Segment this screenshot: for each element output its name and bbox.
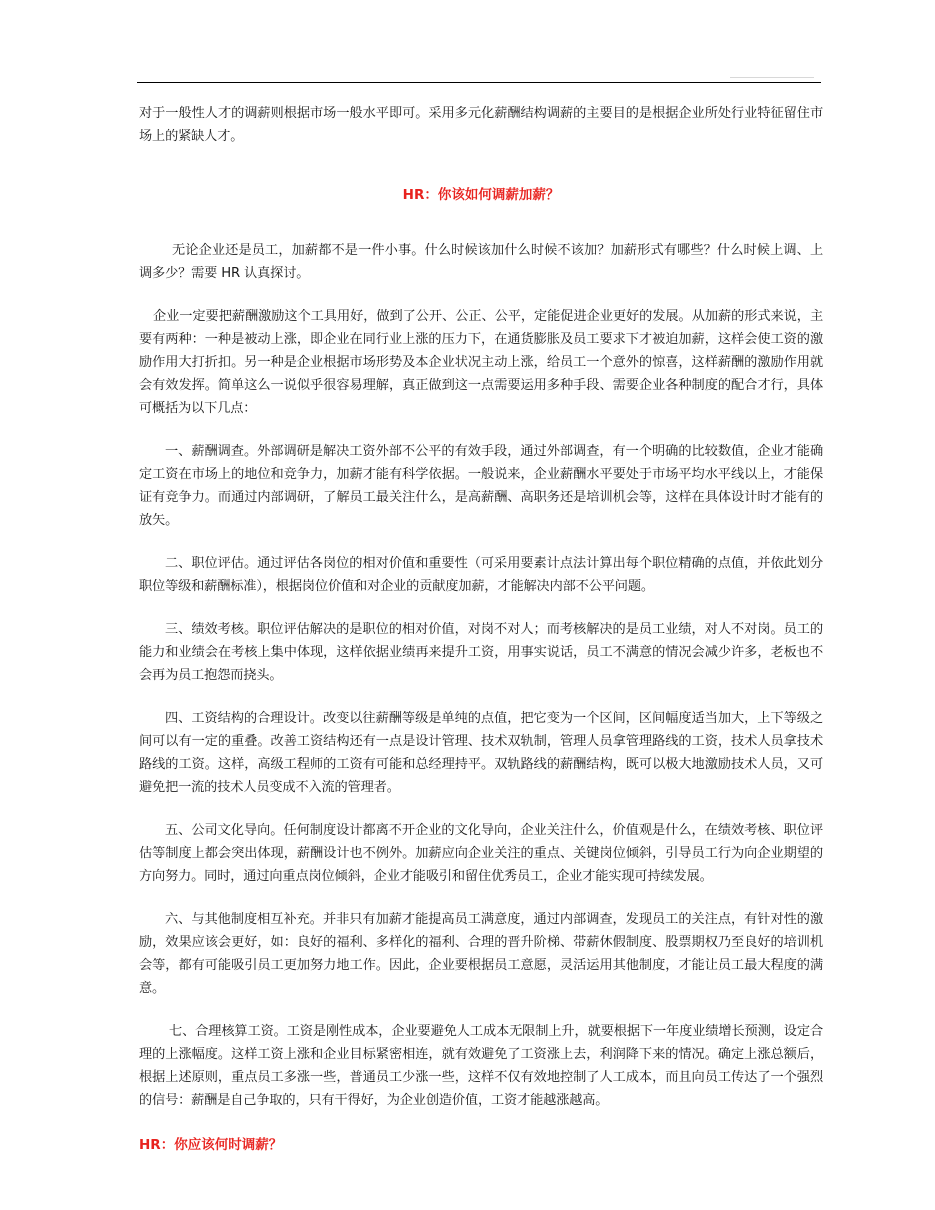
paragraph-culture: 五、公司文化导向。任何制度设计都离不开企业的文化导向，企业关注什么，价值观是什么，在绩效考核、职位评估等制度上都会突出体现，薪酬设计也不例外。加薪应向企业关注的重点、关键岗位倾斜，引导员工行为向企业期望的方向努力。同时，通过向重点岗位倾斜，企业才能吸引和留住优秀员工，企业才能实现可持续发展。 [139,823,823,884]
paragraph-2: 企业一定要把薪酬激励这个工具用好，做到了公开、公正、公平，定能促进企业更好的发展。从加薪的形式来说，主要有两种：一种是被动上涨，即企业在同行业上涨的压力下，在通货膨胀及员工要求下才被迫加薪，这样会使工资的激励作用大打折扣。另一种是企业根据市场形势及本企业状况主动上涨，给员工一个意外的惊喜，这样薪酬的激励作用就会有效发挥。简单这么一说似乎很容易理解，真正做到这一点需要运用多种手段、需要企业各种制度的配合才行，具体可概括为以下几点： [139,309,823,416]
paragraph-job-evaluation: 二、职位评估。通过评估各岗位的相对价值和重要性（可采用要素计点法计算出每个职位精确的点值，并依此划分职位等级和薪酬标准），根据岗位价值和对企业的贡献度加薪，才能解决内部不公平问题。 [139,556,823,594]
document-body [139,102,823,1157]
header-mark [730,77,814,78]
paragraph-performance: 三、绩效考核。职位评估解决的是职位的相对价值，对岗不对人；而考核解决的是员工业绩，对人不对岗。员工的能力和业绩会在考核上集中体现，这样依据业绩再来提升工资，用事实说话，员工不满意的情况会减少许多，老板也不会再为员工抱怨而挠头。 [139,622,823,683]
paragraph-salary-survey: 一、薪酬调查。外部调研是解决工资外部不公平的有效手段，通过外部调查，有一个明确的比较数值，企业才能确定工资在市场上的地位和竞争力，加薪才能有科学依据。一般说来，企业薪酬水平要处于市场平均水平线以上，才能保证有竞争力。而通过内部调研，了解员工最关注什么，是高薪酬、高职务还是培训机会等，这样在具体设计时才能有的放矢。 [139,444,823,528]
section-heading-how: HR：你该如何调薪加薪？ [402,187,560,203]
paragraph-wage-accounting: 七、合理核算工资。工资是刚性成本，企业要避免人工成本无限制上升，就要根据下一年度业绩增长预测，设定合理的上涨幅度。这样工资上涨和企业目标紧密相连，就有效避免了工资涨上去，利润降下来的情况。确定上涨总额后，根据上述原则，重点员工多涨一些，普通员工少涨一些，这样不仅有效地控制了人工成本，而且向员工传达了一个强烈的信号：薪酬是自己争取的，只有干得好，为企业创造价值，工资才能越涨越高。 [139,1024,823,1108]
section-heading-when: HR：你应该何时调薪？ [139,1137,283,1153]
paragraph-other-systems: 六、与其他制度相互补充。并非只有加薪才能提高员工满意度，通过内部调查，发现员工的关注点，有针对性的激励，效果应该会更好，如：良好的福利、多样化的福利、合理的晋升阶梯、带薪休假制度、股票期权乃至良好的培训机会等，都有可能吸引员工更加努力地工作。因此，企业要根据员工意愿，灵活运用其他制度，才能让员工最大程度的满意。 [139,912,823,996]
paragraph-wage-structure: 四、工资结构的合理设计。改变以往薪酬等级是单纯的点值，把它变为一个区间，区间幅度适当加大，上下等级之间可以有一定的重叠。改善工资结构还有一点是设计管理、技术双轨制，管理人员拿管理路线的工资，技术人员拿技术路线的工资。这样，高级工程师的工资有可能和总经理持平。双轨路线的薪酬结构，既可以极大地激励技术人员，又可避免把一流的技术人员变成不入流的管理者。 [139,711,823,795]
intro-paragraph: 对于一般性人才的调薪则根据市场一般水平即可。采用多元化薪酬结构调薪的主要目的是根据企业所处行业特征留住市场上的紧缺人才。 [139,106,823,144]
paragraph-1: 无论企业还是员工，加薪都不是一件小事。什么时候该加什么时候不该加？加薪形式有哪些？什么时候上调、上调多少？需要 HR 认真探讨。 [139,243,823,281]
header-rule [137,82,821,83]
